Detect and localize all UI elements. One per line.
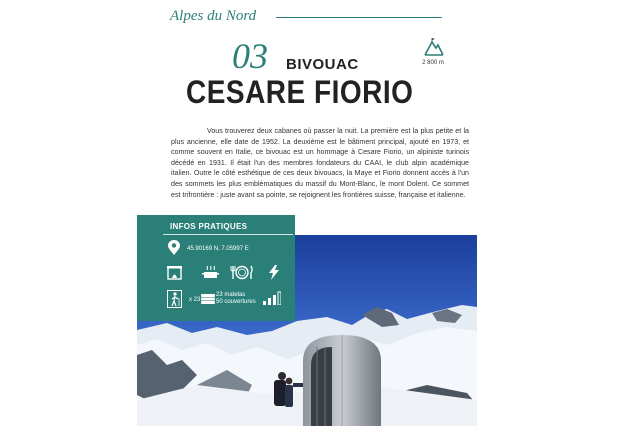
bivouac-number: 03	[232, 36, 268, 76]
electricity-icon	[268, 265, 280, 280]
signal-icon	[263, 291, 281, 305]
hiker-icon	[167, 290, 182, 308]
bedding-mattresses: 23 matelas	[216, 292, 246, 298]
bivouac-kind: BIVOUAC	[286, 56, 359, 73]
cooking-pot-icon	[202, 265, 219, 280]
mountain-icon	[424, 37, 444, 57]
bivouac-name: CESARE FIORIO	[186, 74, 414, 110]
info-title: INFOS PRATIQUES	[170, 222, 248, 231]
blankets-icon	[201, 294, 215, 304]
description-text: Vous trouverez deux cabanes où passer la nuit. La première est la plus petite et la plus ancienne, elle date de 1952. La deuxième est le bâtiment principal, ajouté en 1973, et comme souvent en Italie, ce bivouac est un hommage à Cesare Fiorio, un alpiniste turinois décédé en 1931. Il était l'un des membres fondateurs du CAAI, le club alpin académique italien. Outre le côté esthétique de ces deux bivouacs, la Maye et Fiorio donnent accès à l'un des sommets les plus emblématiques du massif du Mont-Blanc, le mont Dolent. Ce sommet est trifrontière : juste avant sa pointe, se rejoignent les frontières suisse, française et italienne.	[171, 127, 469, 199]
practical-info-box	[137, 215, 295, 321]
coordinates: 45.90169 N, 7.05997 E	[187, 246, 249, 252]
region-title: Alpes du Nord	[170, 8, 257, 24]
bedding-info	[216, 292, 256, 306]
location-pin-icon	[167, 240, 181, 256]
bedding-blankets: 50 couvertures	[216, 299, 256, 305]
header-rule	[276, 17, 442, 18]
plate-cutlery-icon	[230, 265, 254, 280]
info-divider	[163, 234, 293, 235]
fireplace-icon	[167, 265, 182, 280]
altitude-label: 2 800 m	[422, 60, 444, 66]
capacity-count: x 23	[189, 297, 201, 303]
